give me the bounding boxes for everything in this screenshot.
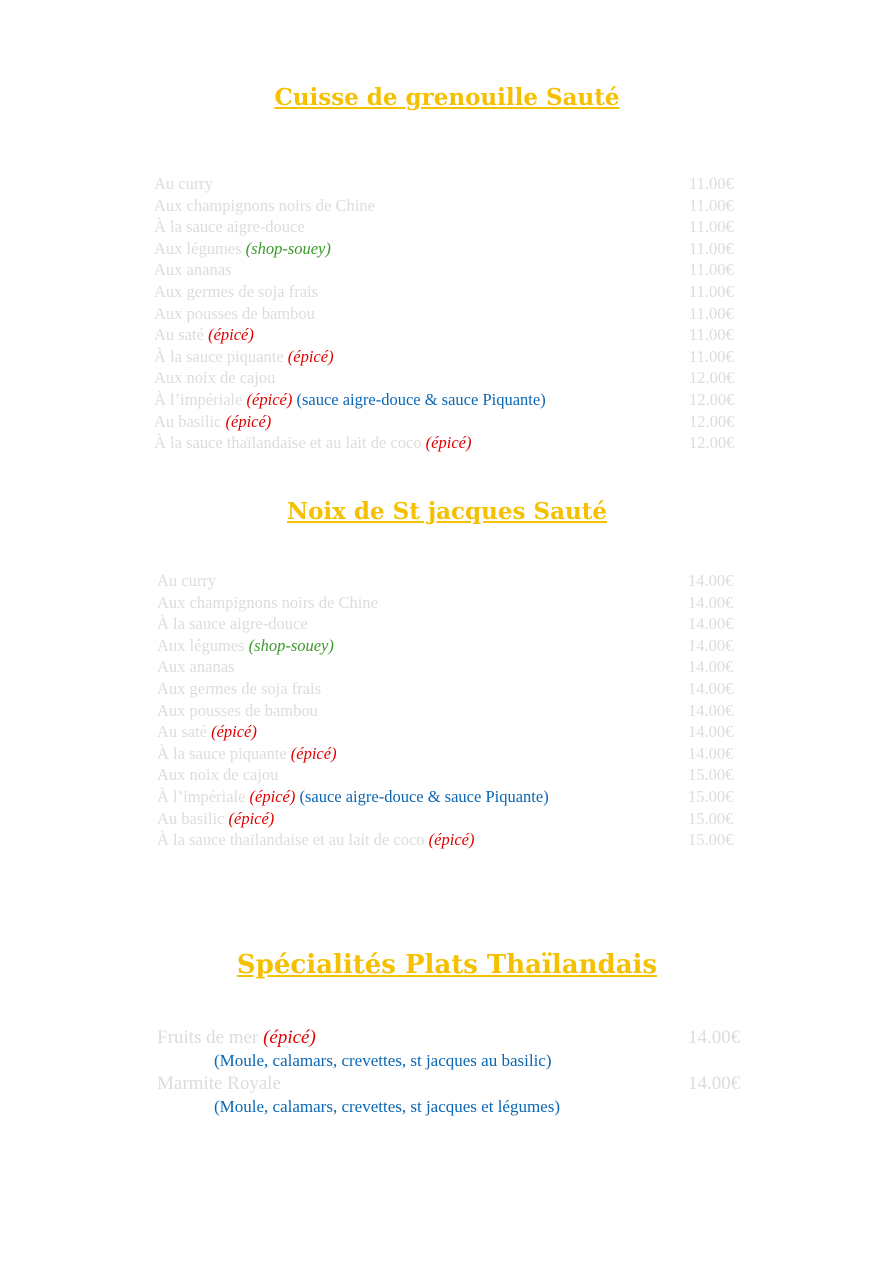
menu-item-price: 11.00€ [689,325,734,345]
menu-item-price: 11.00€ [689,346,734,366]
menu-item-name-group [157,1026,316,1050]
menu-item-price: 14.00€ [688,614,734,634]
menu-item-price: 11.00€ [689,195,734,215]
menu-item [0,411,894,433]
menu-item-price: 12.00€ [689,433,735,453]
spicy-tag: (épicé) [290,743,337,763]
menu-item-name: Aux noix de cajou [157,765,279,785]
menu-item-name: À la sauce thaïlandaise et au lait de coco [154,433,422,453]
menu-item [0,808,894,830]
spicy-tag: (épicé) [246,389,293,409]
menu-item-name-group [154,324,254,346]
menu-item-price: 11.00€ [689,217,734,237]
menu-item-name-group [154,216,305,238]
menu-item-price: 15.00€ [688,765,734,785]
menu-item-price: 15.00€ [688,830,734,850]
menu-item-price: 14.00€ [688,678,734,698]
menu-item-name: Aux noix de cajou [154,368,276,388]
menu-item-note: (shop-souey) [245,238,331,258]
menu-item [0,656,894,678]
menu-item-name: Aux champignons noirs de Chine [157,592,378,612]
menu-item-name-group [157,764,278,786]
menu-item-price: 14.00€ [688,743,734,763]
menu-item-price: 14.00€ [688,635,734,655]
menu-item-name: Au basilic [154,411,222,431]
menu-item [0,743,894,765]
menu-item-name-group [154,173,213,195]
menu-item-name: Aux ananas [154,260,232,280]
menu-item-price: 15.00€ [688,786,734,806]
menu-item-name: Au basilic [157,808,225,828]
spicy-tag: (épicé) [225,411,272,431]
menu-item [0,1072,894,1096]
menu-item-price: 11.00€ [689,174,734,193]
spicy-tag: (épicé) [287,346,334,366]
menu-item-name-group [157,635,334,657]
menu-item-price: 14.00€ [688,657,734,677]
menu-item-name: À l’impériale [157,786,246,806]
menu-item [0,592,894,614]
menu-item-name-group [157,721,257,743]
menu-item-price: 11.00€ [689,260,734,280]
menu-item-name-group [157,613,308,635]
menu-item-price: 11.00€ [689,303,734,323]
menu-item-name: Aux germes de soja frais [157,678,322,698]
menu-item [0,259,894,281]
menu-item [0,346,894,368]
menu-item-name: Au curry [157,571,217,590]
menu-item [0,721,894,743]
menu-item-price: 12.00€ [689,389,735,409]
menu-item-name-group [157,570,216,592]
menu-item-name: À la sauce piquante [157,743,287,763]
menu-item-name-group [157,592,378,614]
menu-item-price: 14.00€ [688,592,734,612]
menu-item-name-group [157,700,318,722]
menu-item-name-group [157,786,549,808]
menu-item [0,678,894,700]
menu-item [0,238,894,260]
menu-item-price: 11.00€ [689,281,734,301]
menu-item-name: Marmite Royale [157,1073,281,1094]
menu-item [0,764,894,786]
menu-item-name-group [154,367,275,389]
menu-item-name-group [157,656,234,678]
menu-item [0,173,894,195]
menu-item-name-group [157,1072,281,1096]
menu-item-price: 14.00€ [688,722,734,742]
menu-item-name-group [154,411,271,433]
menu-item-name-group [154,432,471,454]
section-title-thai-specialties: Spécialités Plats Thaïlandais [236,950,658,980]
menu-item-name-group [154,238,331,260]
menu-item-sauce-note: (sauce aigre-douce & sauce Piquante) [296,389,546,409]
menu-item [0,303,894,325]
menu-item-name-group [154,303,315,325]
menu-item-name-group [154,281,318,303]
menu-item [0,324,894,346]
menu-item-name-group [157,743,337,765]
menu-item [0,829,894,851]
menu-item [0,700,894,722]
menu-item-sauce-note: (sauce aigre-douce & sauce Piquante) [299,786,549,806]
menu-item-name: Fruits de mer [157,1027,259,1048]
menu-item-name: Au saté [157,722,207,742]
menu-item-name-group [157,678,321,700]
menu-item-name: Aux légumes [157,635,245,655]
spicy-tag: (épicé) [228,808,275,828]
menu-item-price: 14.00€ [688,1073,741,1094]
menu-item-name: Au saté [154,325,204,345]
menu-list-thai-specialties [0,1026,894,1118]
menu-item-name: À la sauce thaïlandaise et au lait de coco [157,830,425,850]
menu-item-price: 14.00€ [688,1027,741,1048]
menu-item-name-group [157,829,474,851]
menu-item-price: 15.00€ [688,808,734,828]
menu-item-note: (shop-souey) [248,635,334,655]
menu-item-price: 14.00€ [688,700,734,720]
menu-item [0,389,894,411]
menu-item-price: 11.00€ [689,238,734,258]
menu-item-name: Aux germes de soja frais [154,281,319,301]
section-title-scallops: Noix de St jacques Sauté [287,498,607,525]
menu-item [0,613,894,635]
spicy-tag: (épicé) [249,786,296,806]
spicy-tag: (épicé) [208,325,254,345]
menu-item-name: Aux légumes [154,238,242,258]
menu-item-name: À la sauce aigre-douce [154,217,305,237]
menu-item-name-group [157,808,274,830]
menu-item [0,570,894,592]
menu-item-description: (Moule, calamars, crevettes, st jacques et légumes) [214,1097,561,1116]
menu-item [0,786,894,808]
spicy-tag: (épicé) [428,830,475,850]
menu-item-name-group [154,195,375,217]
menu-item-name: Aux ananas [157,657,235,677]
menu-item-name: Aux pousses de bambou [157,700,318,720]
menu-item-name-group [154,259,231,281]
menu-item [0,635,894,657]
menu-item-name-group [154,346,334,368]
menu-list-frog-legs [0,173,894,454]
menu-item-name: Aux pousses de bambou [154,303,315,323]
spicy-tag: (épicé) [211,722,257,742]
menu-item-description: (Moule, calamars, crevettes, st jacques au basilic) [214,1051,552,1070]
menu-item-name: À l’impériale [154,389,243,409]
spicy-tag: (épicé) [425,433,472,453]
menu-item [0,195,894,217]
menu-item-name-group [154,389,546,411]
menu-item [0,432,894,454]
menu-item-price: 14.00€ [688,571,734,590]
menu-item-name: À la sauce piquante [154,346,284,366]
menu-item [0,216,894,238]
menu-item [0,367,894,389]
menu-item-name: Au curry [154,174,214,193]
menu-item [0,1026,894,1050]
menu-list-scallops [0,570,894,851]
menu-item-price: 12.00€ [689,368,735,388]
menu-item [0,281,894,303]
menu-item-price: 12.00€ [689,411,735,431]
menu-item-name: À la sauce aigre-douce [157,614,308,634]
menu-item-name: Aux champignons noirs de Chine [154,195,375,215]
spicy-tag: (épicé) [263,1027,316,1048]
section-title-frog-legs: Cuisse de grenouille Sauté [274,84,620,111]
